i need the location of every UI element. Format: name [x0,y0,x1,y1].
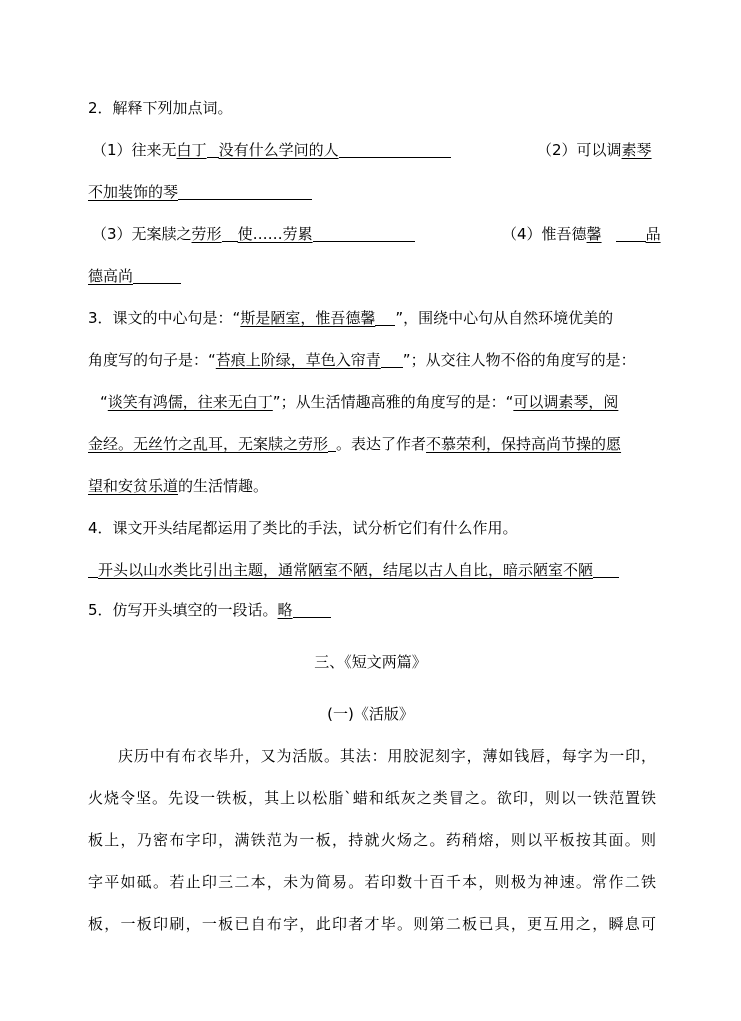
q2-item3-prefix: （3）无案牍之 [92,225,192,243]
answer-blank [222,225,238,242]
q2-item-3-line [92,224,661,246]
q3-text: “ [100,393,108,411]
passage-line-4: 字平如砥。若止印三二本，未为简易。若印数十百千本，则极为神速。常作二铁 [88,873,656,891]
q2-item2-prefix: （2）可以调 [537,141,622,159]
q3-nature-sentence: 苔痕上阶绿，草色入帘青 [215,351,381,369]
answer-blank [381,351,403,368]
q2-item-2 [537,140,652,160]
q3-text: ”；从生活情趣高雅的角度写的是：“ [272,393,514,411]
q2-item3-answer: 使……劳累 [237,225,313,243]
q3-theme-b: 望和安贫乐道 [88,477,179,495]
q2-item1-prefix: （1）往来无 [92,141,177,159]
q2-item1-answer: 没有什么学问的人 [218,141,339,159]
q3-text: ”；从交往人物不俗的角度写的是： [402,351,636,369]
q2-item4-word: 馨 [586,225,602,243]
q2-item2-word: 素琴 [621,141,652,159]
passage-line-2: 火烧令坚。先设一铁板，其上以松脂`蜡和纸灰之类冒之。欲印，则以一铁范置铁 [88,789,656,807]
passage-line-5: 板，一板印刷，一板已自布字，此印者才毕。则第二板已具，更互用之，瞬息可 [88,915,656,933]
q3-theme-a: 不慕荣利，保持高尚节操的愿 [426,435,622,453]
q3-line-3 [88,392,656,414]
answer-blank [593,561,619,578]
answer-blank [207,141,219,158]
q2-item-4-answer-line [88,266,656,288]
q2-item-4 [502,224,661,244]
q4-title: 4．课文开头结尾都运用了类比的手法，试分析它们有什么作用。 [88,519,518,537]
q3-line-1 [88,308,656,330]
q2-item3-word: 劳形 [191,225,222,243]
q5-title: 5．仿写开头填空的一段话。 [88,601,278,619]
q2-title: 2．解释下列加点词。 [88,99,233,117]
q5-answer: 略 [277,601,293,619]
q3-line-4 [88,434,656,456]
q3-line-5 [88,476,656,498]
q2-item2-answer: 不加装饰的琴 [88,183,179,201]
answer-blank [313,225,415,242]
q3-line-2 [88,350,656,372]
answer-blank [293,601,331,618]
q3-text: 的生活情趣。 [178,477,269,495]
answer-blank [88,561,98,578]
q3-people-sentence: 谈笑有鸿儒，往来无白丁 [107,393,273,411]
q3-center-sentence: 斯是陋室，惟吾德馨 [240,309,376,327]
q5-line [88,600,656,622]
q3-text: ”，围绕中心句从自然环境优美的 [395,309,614,327]
q3-text: 。表达了作者 [336,435,427,453]
answer-blank [339,141,451,158]
q3-text: 3．课文的中心句是：“ [88,309,241,327]
q2-item4-answer-b: 德高尚 [88,267,134,285]
answer-blank [178,183,312,200]
q2-item4-prefix: （4）惟吾德 [502,225,587,243]
passage-line-1: 庆历中有布衣毕升，又为活版。其法：用胶泥刻字，薄如钱唇，每字为一印， [118,747,656,765]
q3-life-sentence-b: 金经。无丝竹之乱耳，无案牍之劳形 [88,435,329,453]
q2-item-1-line [92,140,658,162]
q2-item4-answer-a: 品 [645,225,661,243]
q3-life-sentence-a: 可以调素琴，阅 [513,393,619,411]
answer-blank [328,435,336,452]
q2-item-2-answer-line [88,182,656,204]
q4-answer: 开头以山水类比引出主题，通常陋室不陋，结尾以古人自比，暗示陋室不陋 [98,561,594,579]
q3-text: 角度写的句子是：“ [88,351,216,369]
q4-answer-line [88,560,656,582]
answer-blank [375,309,395,326]
answer-blank [133,267,181,284]
q2-item1-word: 白丁 [176,141,207,159]
passage-line-3: 板上，乃密布字印，满铁范为一板，持就火炀之。药稍熔，则以平板按其面。则 [88,831,656,849]
answer-blank [616,225,646,242]
section-heading: 三、《短文两篇》 [314,653,427,671]
section-subheading: (一)《活版》 [327,705,414,723]
